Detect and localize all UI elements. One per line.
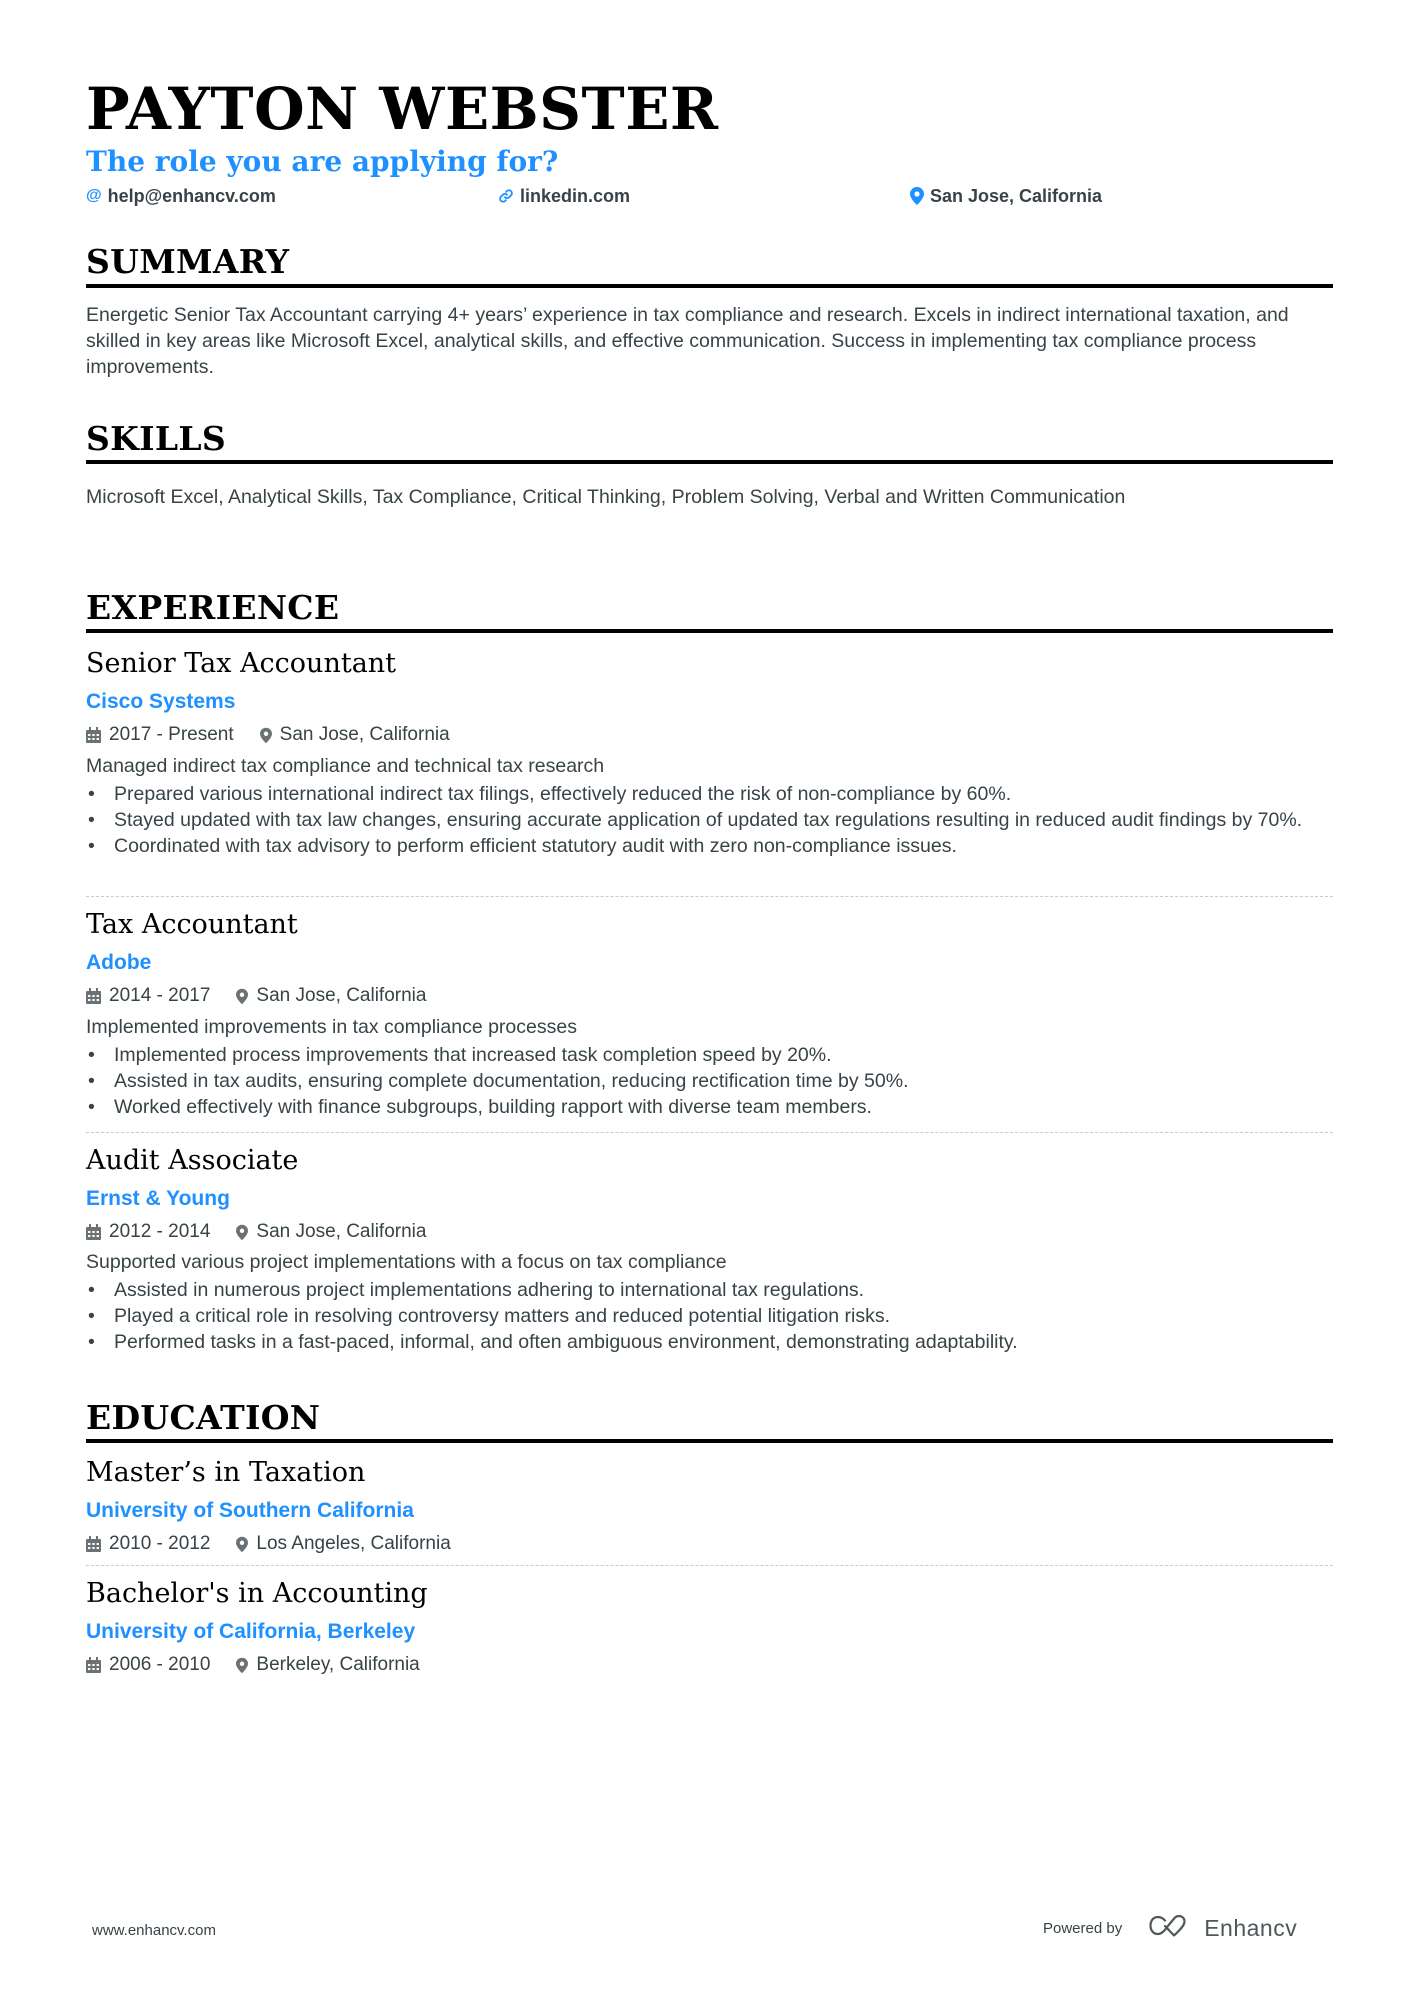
contact-linkedin[interactable] [498, 184, 630, 208]
job-location: San Jose, California [279, 724, 450, 745]
job-meta [86, 1219, 426, 1245]
job-dates: 2014 - 2017 [109, 985, 211, 1006]
entry-divider [86, 896, 1333, 897]
location-pin-icon [910, 187, 924, 205]
job-title: Audit Associate [86, 1145, 299, 1176]
company-name: Adobe [86, 951, 152, 974]
education-location: Berkeley, California [256, 1654, 420, 1675]
candidate-name: PAYTON WEBSTER [86, 75, 719, 143]
education-dates: 2010 - 2012 [109, 1533, 211, 1554]
footer-powered-by[interactable] [1043, 1914, 1297, 1943]
education-meta [86, 1652, 420, 1678]
job-description: Implemented improvements in tax compliance processes [86, 1016, 577, 1038]
job-description: Managed indirect tax compliance and technical tax research [86, 755, 605, 777]
education-location: Los Angeles, California [256, 1533, 451, 1554]
calendar-icon [86, 1657, 101, 1673]
education-meta [86, 1531, 451, 1557]
job-location: San Jose, California [256, 985, 427, 1006]
summary-text: Energetic Senior Tax Accountant carrying 4+ years’ experience in tax compliance and research. Excels in indirect international taxation, and skilled in key areas like Microsoft Excel, analytical skills, and effective communication. Success in implementing tax compliance process improvements. [86, 304, 1289, 378]
link-icon [498, 188, 514, 204]
entry-divider [86, 1565, 1333, 1566]
entry-divider [86, 1132, 1333, 1133]
calendar-icon [86, 1536, 101, 1552]
location-pin-icon [260, 727, 272, 744]
location-pin-icon [236, 1224, 248, 1241]
experience-heading: EXPERIENCE [86, 588, 340, 627]
job-dates: 2012 - 2014 [109, 1221, 211, 1242]
contact-email-label: help@enhancv.com [107, 186, 276, 206]
bullet-item: • Assisted in tax audits, ensuring complete documentation, reducing rectification time by 50%. [88, 1070, 909, 1092]
bullet-item: • Stayed updated with tax law changes, ensuring accurate application of updated tax regulations resulting in reduced audit findings by 70%. [88, 809, 1303, 831]
job-bullets [86, 1277, 1333, 1355]
education-dates: 2006 - 2010 [109, 1654, 211, 1675]
degree-title: Bachelor's in Accounting [86, 1578, 428, 1609]
company-name: Cisco Systems [86, 690, 236, 713]
job-meta [86, 983, 426, 1009]
skills-heading: SKILLS [86, 419, 226, 458]
enhancv-logo-icon [1148, 1914, 1194, 1943]
education-rule [86, 1439, 1333, 1443]
job-location: San Jose, California [256, 1221, 427, 1242]
bullet-item: • Implemented process improvements that increased task completion speed by 20%. [88, 1044, 832, 1066]
job-title: Tax Accountant [86, 909, 298, 940]
calendar-icon [86, 988, 101, 1004]
experience-rule [86, 629, 1333, 633]
calendar-icon [86, 1224, 101, 1240]
job-title: Senior Tax Accountant [86, 648, 397, 679]
job-bullets [86, 781, 1333, 859]
target-role: The role you are applying for? [86, 145, 559, 178]
job-meta [86, 722, 450, 748]
location-pin-icon [236, 988, 248, 1005]
summary-heading: SUMMARY [86, 242, 290, 281]
degree-title: Master’s in Taxation [86, 1457, 366, 1488]
job-bullets [86, 1042, 1333, 1120]
bullet-item: • Performed tasks in a fast-paced, informal, and often ambiguous environment, demonstrating adaptability. [88, 1331, 1018, 1353]
summary-rule [86, 284, 1333, 288]
calendar-icon [86, 727, 101, 743]
company-name: Ernst & Young [86, 1187, 230, 1210]
contact-linkedin-label: linkedin.com [520, 186, 631, 206]
bullet-item: • Prepared various international indirect tax filings, effectively reduced the risk of non-compliance by 60%. [88, 783, 1012, 805]
location-pin-icon [236, 1657, 248, 1674]
school-name: University of California, Berkeley [86, 1620, 416, 1643]
job-description: Supported various project implementations with a focus on tax compliance [86, 1251, 727, 1273]
bullet-item: • Worked effectively with finance subgroups, building rapport with diverse team members. [88, 1096, 872, 1118]
contact-email[interactable] [86, 184, 276, 208]
powered-by-label: Powered by [1043, 1920, 1123, 1937]
contact-row [86, 184, 1333, 208]
bullet-item: • Assisted in numerous project implementations adhering to international tax regulations. [88, 1279, 865, 1301]
school-name: University of Southern California [86, 1499, 414, 1522]
bullet-item: • Played a critical role in resolving controversy matters and reduced potential litigation risks. [88, 1305, 891, 1327]
location-pin-icon [236, 1536, 248, 1553]
footer-website-link[interactable]: www.enhancv.com [92, 1922, 216, 1939]
enhancv-brand: Enhancv [1204, 1915, 1298, 1941]
skills-rule [86, 460, 1333, 464]
bullet-item: • Coordinated with tax advisory to perform efficient statutory audit with zero non-compliance issues. [88, 835, 957, 857]
at-icon: @ [86, 187, 102, 204]
skills-text: Microsoft Excel, Analytical Skills, Tax Compliance, Critical Thinking, Problem Solving, Verbal and Written Communication [86, 486, 1126, 508]
job-dates: 2017 - Present [109, 724, 234, 745]
education-heading: EDUCATION [86, 1398, 321, 1437]
contact-location [910, 184, 1102, 208]
contact-location-label: San Jose, California [930, 186, 1103, 206]
